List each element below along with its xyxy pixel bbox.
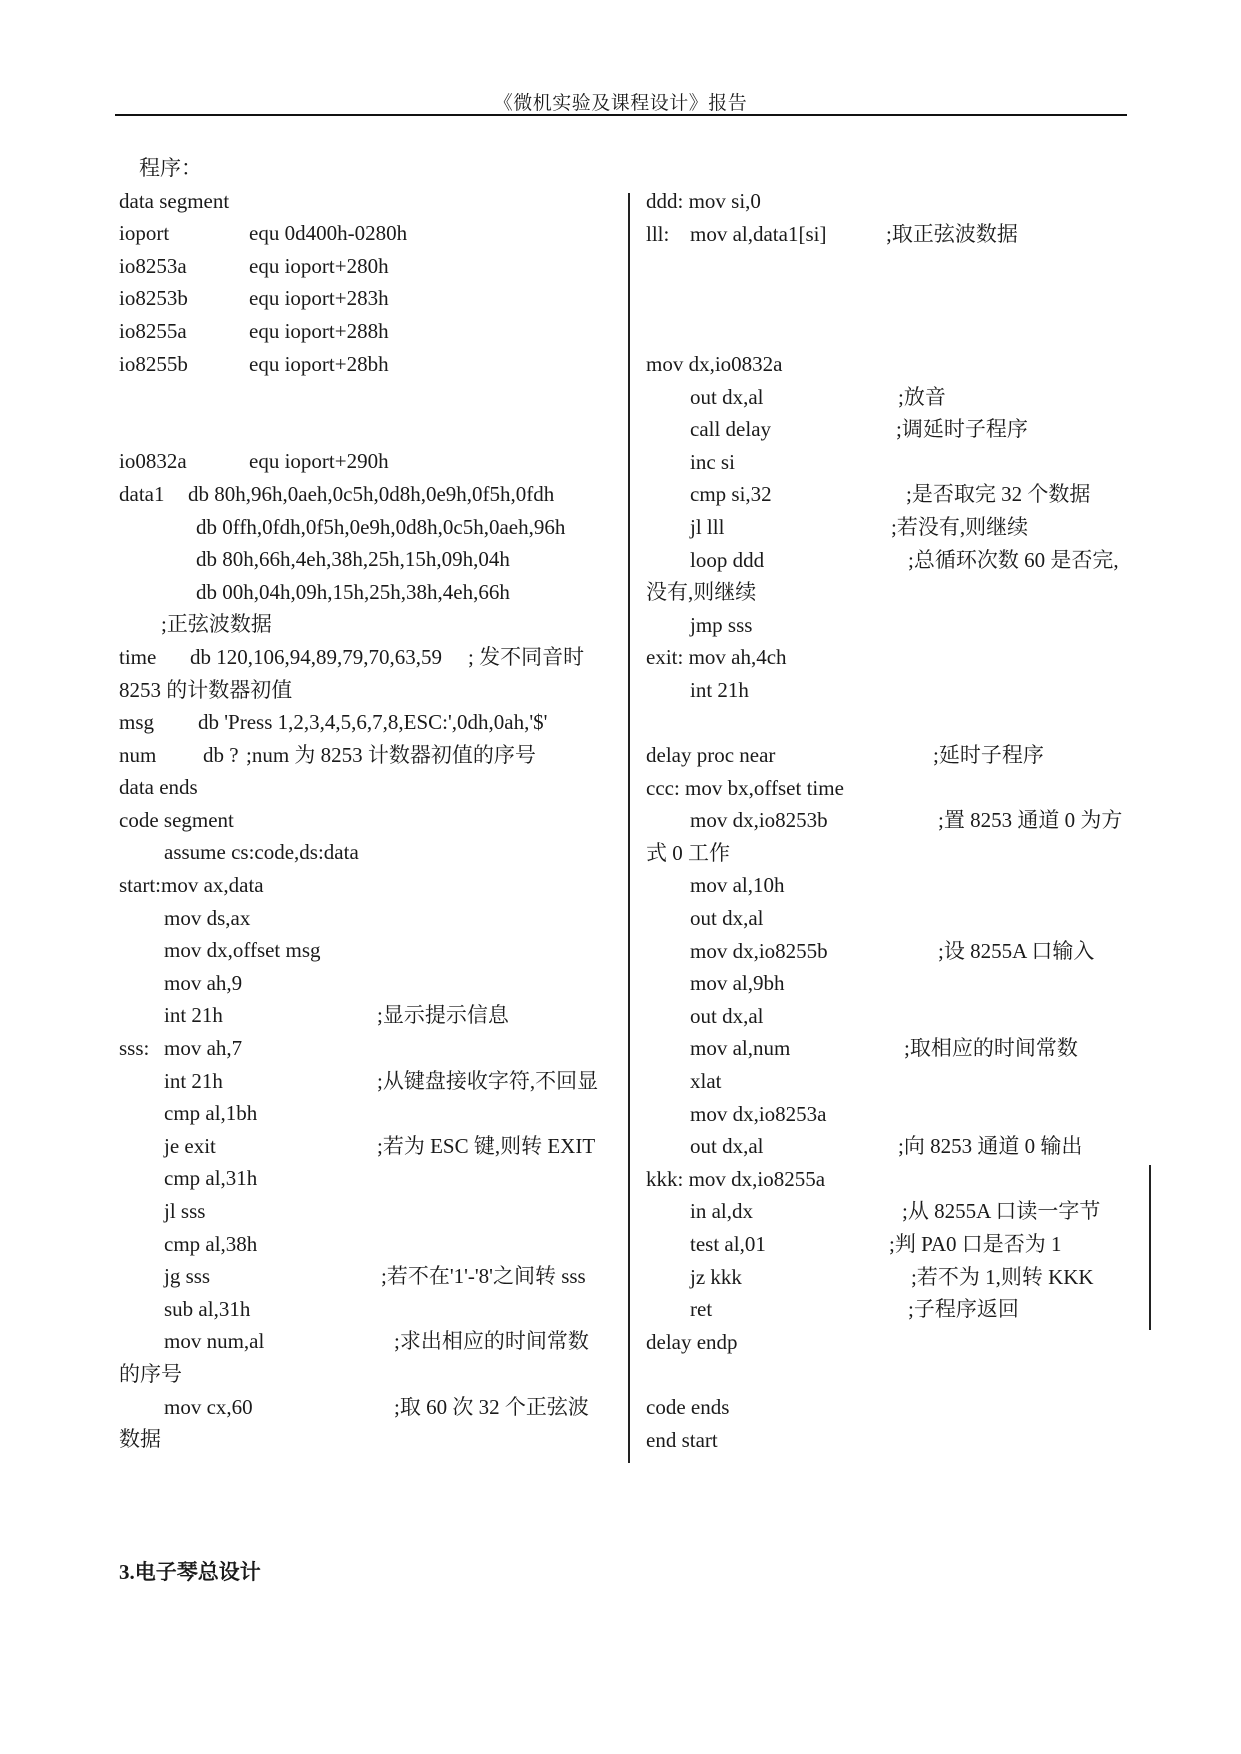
code-instruction: out dx,al xyxy=(690,384,764,409)
code-instruction: jmp sss xyxy=(690,612,753,637)
code-instruction: jl sss xyxy=(164,1199,206,1223)
code-line xyxy=(646,1326,1148,1359)
code-line xyxy=(119,1260,615,1293)
code-comment: ;是否取完 32 个数据 xyxy=(906,482,1091,507)
code-line xyxy=(646,739,1148,772)
code-instruction: db 0ffh,0fdh,0f5h,0e9h,0d8h,0c5h,0aeh,96h xyxy=(196,514,566,539)
code-comment: ;设 8255A 口输入 xyxy=(938,938,1095,963)
code-line xyxy=(119,902,615,935)
code-line xyxy=(119,869,615,902)
code-label: io0832a xyxy=(119,449,187,474)
code-label: data segment xyxy=(119,188,230,213)
code-instruction: loop ddd xyxy=(690,547,765,572)
code-comment: ;判 PA0 口是否为 1 xyxy=(889,1232,1062,1256)
code-line xyxy=(646,315,1148,348)
code-line xyxy=(119,1293,615,1326)
code-label: 的序号 xyxy=(119,1361,182,1386)
code-instruction: equ 0d400h-0280h xyxy=(249,221,408,246)
code-line xyxy=(119,445,615,478)
code-label: lll: xyxy=(646,221,670,246)
code-label: end start xyxy=(646,1427,718,1452)
code-instruction: cmp al,38h xyxy=(164,1231,258,1256)
header-rule xyxy=(115,114,1127,116)
code-line xyxy=(119,1130,615,1163)
code-line xyxy=(119,543,615,576)
code-instruction: sub al,31h xyxy=(164,1296,251,1321)
code-line xyxy=(646,511,1148,544)
code-label: time xyxy=(119,644,157,669)
code-line xyxy=(646,1032,1148,1065)
code-comment: ;子程序返回 xyxy=(908,1297,1019,1322)
code-label: ioport xyxy=(119,221,170,246)
code-line xyxy=(119,152,615,185)
code-line xyxy=(646,250,1148,283)
code-line xyxy=(119,608,615,641)
code-label: start:mov ax,data xyxy=(119,873,264,898)
code-comment: ;num 为 8253 计数器初值的序号 xyxy=(246,742,536,767)
code-line xyxy=(646,967,1148,1000)
code-comment: ;若不在'1'-'8'之间转 sss xyxy=(381,1264,586,1289)
code-label: 没有,则继续 xyxy=(646,580,757,605)
code-line xyxy=(119,1097,615,1130)
code-line xyxy=(646,1130,1148,1163)
code-label: mov dx,io0832a xyxy=(646,351,783,376)
code-instruction: int 21h xyxy=(690,677,749,702)
code-comment: ;取 60 次 32 个正弦波 xyxy=(394,1394,589,1419)
code-line xyxy=(119,1228,615,1261)
code-instruction: mov dx,io8253b xyxy=(690,808,828,833)
code-line xyxy=(119,185,615,218)
code-line xyxy=(119,706,615,739)
code-instruction: cmp al,31h xyxy=(164,1166,258,1191)
margin-mark xyxy=(1149,1165,1151,1330)
code-line xyxy=(119,999,615,1032)
code-instruction: db 120,106,94,89,79,70,63,59 xyxy=(190,644,442,669)
code-instruction: equ ioport+280h xyxy=(249,253,389,278)
code-label: ccc: mov bx,offset time xyxy=(646,775,844,800)
code-line xyxy=(646,869,1148,902)
code-line xyxy=(646,544,1148,577)
code-comment: ;若为 ESC 键,则转 EXIT xyxy=(377,1133,596,1158)
code-comment: ;总循环次数 60 是否完, xyxy=(908,547,1119,572)
code-line xyxy=(646,804,1148,837)
code-label: exit: mov ah,4ch xyxy=(646,645,787,670)
code-instruction: call delay xyxy=(690,417,772,442)
code-instruction: out dx,al xyxy=(690,1134,764,1159)
code-instruction: out dx,al xyxy=(690,906,764,931)
code-comment: ;若不为 1,则转 KKK xyxy=(911,1264,1094,1289)
code-line xyxy=(646,935,1148,968)
code-label: sss: xyxy=(119,1036,150,1061)
code-line xyxy=(119,1162,615,1195)
code-line xyxy=(646,1391,1148,1424)
code-comment: ;延时子程序 xyxy=(933,743,1044,768)
left-code-column xyxy=(119,152,615,1456)
code-instruction: int 21h xyxy=(164,1068,223,1093)
code-line xyxy=(646,707,1148,740)
code-label: code ends xyxy=(646,1394,730,1419)
code-label: data ends xyxy=(119,775,198,800)
code-comment: ; 发不同音时 xyxy=(468,644,585,669)
code-line xyxy=(646,1228,1148,1261)
code-line xyxy=(119,1391,615,1424)
code-comment: ;从键盘接收字符,不回显 xyxy=(377,1068,599,1093)
code-line xyxy=(646,1261,1148,1294)
code-label: 数据 xyxy=(119,1427,161,1452)
code-line xyxy=(119,282,615,315)
code-line xyxy=(119,674,615,707)
code-label: 8253 的计数器初值 xyxy=(119,677,293,702)
page-header-title: 《微机实验及课程设计》报告 xyxy=(493,93,748,114)
code-line xyxy=(119,576,615,609)
code-label: io8253b xyxy=(119,286,188,311)
code-comment: ;取正弦波数据 xyxy=(886,221,1018,246)
code-line xyxy=(646,381,1148,414)
code-label: ddd: mov si,0 xyxy=(646,189,761,213)
code-line xyxy=(119,478,615,511)
code-line xyxy=(119,1065,615,1098)
code-comment: ;调延时子程序 xyxy=(896,417,1028,442)
code-instruction: jz kkk xyxy=(690,1264,742,1289)
code-line xyxy=(646,609,1148,642)
code-instruction: cmp si,32 xyxy=(690,482,772,507)
code-line xyxy=(646,1163,1148,1196)
code-instruction: db 80h,96h,0aeh,0c5h,0d8h,0e9h,0f5h,0fdh xyxy=(188,481,555,506)
code-line xyxy=(119,836,615,869)
code-line xyxy=(646,1065,1148,1098)
code-instruction: mov ds,ax xyxy=(164,905,251,930)
code-line xyxy=(119,413,615,446)
section-heading: 3.电子琴总设计 xyxy=(119,1560,261,1584)
code-line xyxy=(119,804,615,837)
code-line xyxy=(646,283,1148,316)
code-instruction: inc si xyxy=(690,449,735,474)
code-line xyxy=(646,478,1148,511)
code-instruction: mov ah,9 xyxy=(164,970,243,995)
code-instruction: in al,dx xyxy=(690,1199,753,1224)
code-instruction: equ ioport+288h xyxy=(249,318,389,343)
code-instruction: xlat xyxy=(690,1069,722,1094)
code-line xyxy=(646,1000,1148,1033)
code-line xyxy=(646,1293,1148,1326)
code-comment: ;求出相应的时间常数 xyxy=(394,1329,589,1354)
code-instruction: out dx,al xyxy=(690,1003,764,1028)
code-line xyxy=(646,576,1148,609)
code-line xyxy=(119,771,615,804)
code-label: delay proc near xyxy=(646,743,776,768)
code-instruction: assume cs:code,ds:data xyxy=(164,840,359,865)
code-comment: ;从 8255A 口读一字节 xyxy=(902,1199,1101,1224)
code-instruction: jl lll xyxy=(690,514,725,539)
code-label: delay endp xyxy=(646,1329,738,1354)
code-line xyxy=(646,837,1148,870)
code-instruction: mov cx,60 xyxy=(164,1394,253,1419)
code-instruction: mov al,num xyxy=(690,1036,791,1061)
code-label: io8255a xyxy=(119,318,187,343)
code-line xyxy=(646,1195,1148,1228)
code-line xyxy=(119,250,615,283)
code-line xyxy=(646,413,1148,446)
code-label: code segment xyxy=(119,807,234,832)
code-label: num xyxy=(119,742,157,767)
code-line xyxy=(119,967,615,1000)
code-instruction: equ ioport+283h xyxy=(249,286,389,311)
column-divider xyxy=(628,193,630,1463)
code-label: io8253a xyxy=(119,253,187,278)
code-comment: ;若没有,则继续 xyxy=(891,514,1029,539)
code-line xyxy=(646,218,1148,251)
code-line xyxy=(119,641,615,674)
right-code-column xyxy=(646,185,1148,1456)
code-line xyxy=(646,1424,1148,1457)
code-line xyxy=(119,511,615,544)
code-line xyxy=(119,1423,615,1456)
code-line xyxy=(119,739,615,772)
code-line xyxy=(119,1032,615,1065)
code-comment: ;显示提示信息 xyxy=(377,1003,509,1028)
code-label: data1 xyxy=(119,481,165,506)
code-line xyxy=(646,902,1148,935)
code-instruction: db 'Press 1,2,3,4,5,6,7,8,ESC:',0dh,0ah,'$' xyxy=(198,710,548,735)
code-comment: ;放音 xyxy=(898,384,946,409)
code-line xyxy=(119,348,615,381)
code-line xyxy=(646,641,1148,674)
code-line xyxy=(646,674,1148,707)
code-label: 程序： xyxy=(139,156,202,180)
code-instruction: int 21h xyxy=(164,1003,223,1028)
code-line xyxy=(119,217,615,250)
code-instruction: db ? xyxy=(203,742,239,767)
code-instruction: mov num,al xyxy=(164,1329,265,1354)
code-line xyxy=(119,934,615,967)
code-line xyxy=(646,348,1148,381)
code-instruction: ret xyxy=(690,1297,713,1322)
code-instruction: je exit xyxy=(164,1133,216,1158)
code-line xyxy=(646,185,1148,218)
code-instruction: test al,01 xyxy=(690,1232,766,1256)
code-instruction: mov dx,io8255b xyxy=(690,938,828,963)
code-instruction: ;正弦波数据 xyxy=(161,612,272,637)
code-instruction: mov dx,io8253a xyxy=(690,1101,827,1126)
code-label: 式 0 工作 xyxy=(646,840,730,865)
code-instruction: equ ioport+28bh xyxy=(249,351,389,376)
code-line xyxy=(119,315,615,348)
code-line xyxy=(119,1325,615,1358)
code-instruction: db 80h,66h,4eh,38h,25h,15h,09h,04h xyxy=(196,547,510,572)
code-line xyxy=(646,772,1148,805)
code-line xyxy=(119,1195,615,1228)
code-instruction: db 00h,04h,09h,15h,25h,38h,4eh,66h xyxy=(196,579,510,604)
code-instruction: mov dx,offset msg xyxy=(164,938,321,963)
code-instruction: equ ioport+290h xyxy=(249,449,389,474)
code-instruction: jg sss xyxy=(164,1264,211,1289)
code-line xyxy=(646,446,1148,479)
code-line xyxy=(119,380,615,413)
code-label: kkk: mov dx,io8255a xyxy=(646,1166,826,1191)
code-instruction: mov al,10h xyxy=(690,873,785,898)
code-label: io8255b xyxy=(119,351,188,376)
code-comment: ;向 8253 通道 0 输出 xyxy=(898,1134,1083,1159)
code-comment: ;置 8253 通道 0 为方 xyxy=(938,808,1123,833)
code-line xyxy=(646,1098,1148,1131)
code-instruction: mov al,9bh xyxy=(690,971,785,996)
code-instruction: cmp al,1bh xyxy=(164,1101,258,1126)
code-label: msg xyxy=(119,710,155,735)
code-line xyxy=(119,1358,615,1391)
code-instruction: mov ah,7 xyxy=(164,1036,243,1061)
code-comment: ;取相应的时间常数 xyxy=(904,1036,1078,1061)
code-instruction: mov al,data1[si] xyxy=(690,221,827,246)
code-line xyxy=(646,1358,1148,1391)
